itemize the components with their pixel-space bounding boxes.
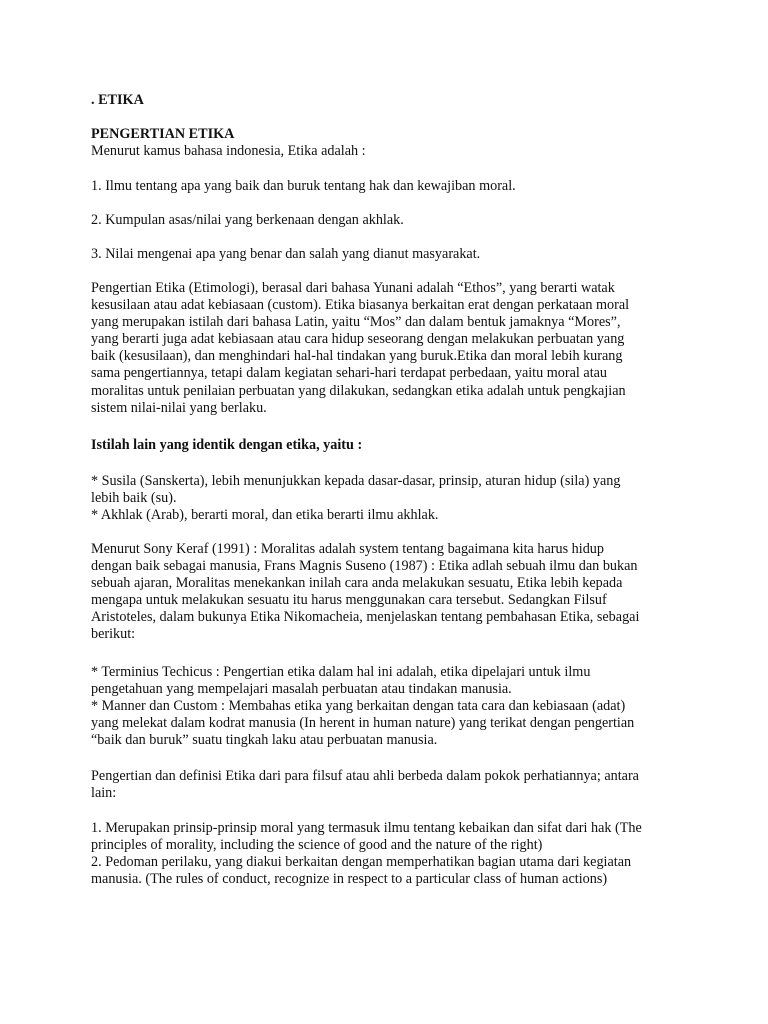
list-aristoteles: * Terminius Techicus : Pengertian etika dalam hal ini adalah, etika dipelajari untuk ilmu pengetahuan yang mempelajari masalah perbuatan atau tindakan manusia. * Manner dan Custom : Membahas etika yang berkaitan dengan tata cara dan kebiasaan (adat) yang melekat dalam kodrat manusia (In herent in human nature) yang terikat dengan pengertian “baik dan buruk” suatu tingkah laku atau perbuatan manusia. <box>91 664 635 749</box>
definition-item-1: 1. Ilmu tentang apa yang baik dan buruk tentang hak dan kewajiban moral. <box>91 178 516 194</box>
intro-line: Menurut kamus bahasa indonesia, Etika adalah : <box>91 143 366 159</box>
definition-item-3: 3. Nilai mengenai apa yang benar dan salah yang dianut masyarakat. <box>91 246 481 262</box>
paragraph-etimologi: Pengertian Etika (Etimologi), berasal dari bahasa Yunani adalah “Ethos”, yang berarti watak kesusilaan atau adat kebiasaan (custom). Etika biasanya berkaitan erat dengan perkataan moral yang merupakan istilah dari bahasa Latin, yaitu “Mos” dan dalam bentuk jamaknya “Mores”, yang berarti juga adat kebiasaan atau cara hidup seseorang dengan melakukan perbuatan yang baik (kesusilaan), dan menghindari hal-hal tindakan yang buruk.Etika dan moral lebih kurang sama pengertiannya, tetapi dalam kegiatan sehari-hari terdapat perbedaan, yaitu moral atau moralitas untuk penilaian perbuatan yang dilakukan, sedangkan etika adalah untuk pengkajian sistem nilai-nilai yang berlaku. <box>91 280 630 416</box>
heading-istilah-lain: Istilah lain yang identik dengan etika, yaitu : <box>91 437 363 453</box>
paragraph-filsuf: Pengertian dan definisi Etika dari para filsuf atau ahli berbeda dalam pokok perhatiannya; antara lain: <box>91 768 639 802</box>
heading-pengertian-etika: PENGERTIAN ETIKA <box>91 126 235 142</box>
section-title: . ETIKA <box>91 92 144 108</box>
paragraph-sony-keraf: Menurut Sony Keraf (1991) : Moralitas adalah system tentang bagaimana kita harus hidup dengan baik sebagai manusia, Frans Magnis Suseno (1987) : Etika adlah sebuah ilmu dan bukan sebuah ajaran, Moralitas menekankan inilah cara anda melakukan sesuatu, Etika lebih kepada mengapa untuk melakukan sesuatu itu harus menggunakan cara tersebut. Sedangkan Filsuf Aristoteles, dalam bukunya Etika Nikomacheia, menjelaskan tentang pembahasan Etika, sebagai berikut: <box>91 541 640 643</box>
list-definisi-filsuf: 1. Merupakan prinsip-prinsip moral yang termasuk ilmu tentang kebaikan dan sifat dari hak (The principles of morality, including the science of good and the nature of the right) 2. Pedoman perilaku, yang diakui berkaitan dengan memperhatikan bagian utama dari kegiatan manusia. (The rules of conduct, recognize in respect to a particular class of human actions) <box>91 820 642 888</box>
definition-item-2: 2. Kumpulan asas/nilai yang berkenaan dengan akhlak. <box>91 212 404 228</box>
list-istilah: * Susila (Sanskerta), lebih menunjukkan kepada dasar-dasar, prinsip, aturan hidup (sila) yang lebih baik (su). * Akhlak (Arab), berarti moral, dan etika berarti ilmu akhlak. <box>91 473 621 524</box>
